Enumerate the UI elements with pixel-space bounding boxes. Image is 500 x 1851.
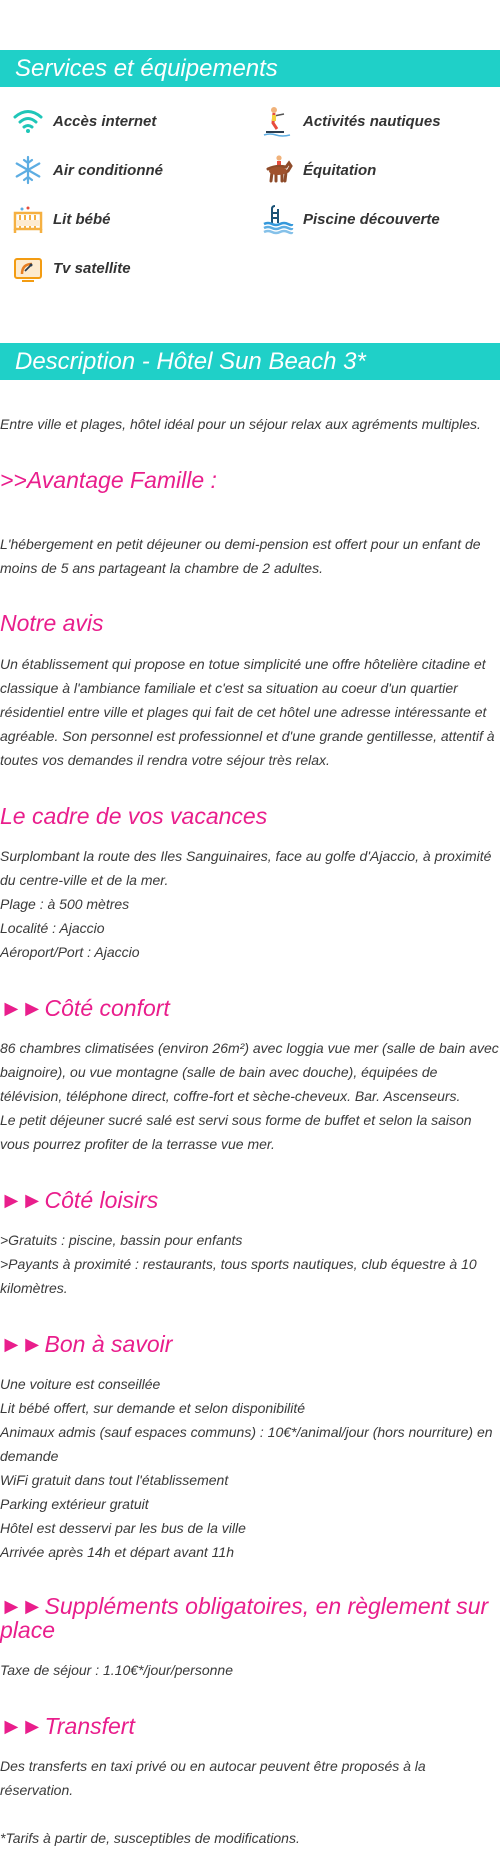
double-arrow-icon: ►► [0, 1187, 42, 1213]
description-section-title: Description - Hôtel Sun Beach 3* [0, 343, 500, 380]
snowflake-icon [10, 152, 46, 188]
savoir-line: Parking extérieur gratuit [0, 1496, 149, 1512]
service-item-nautical [250, 103, 441, 139]
savoir-line: Lit bébé offert, sur demande et selon disponibilité [0, 1400, 306, 1416]
bon-a-savoir-heading [0, 1332, 500, 1356]
satellite-tv-icon [10, 250, 46, 286]
cote-confort-text [0, 1036, 500, 1156]
cadre-vacances-heading: Le cadre de vos vacances [0, 803, 268, 829]
avantage-famille-text: L'hébergement en petit déjeuner ou demi-pension est offert pour un enfant de moins de 5 ans partageant la chambre de 2 adultes. [0, 536, 481, 576]
savoir-line: Hôtel est desservi par les bus de la ville [0, 1520, 246, 1536]
double-arrow-icon: ►► [0, 1593, 42, 1619]
service-label: Équitation [303, 161, 377, 179]
cote-confort-heading [0, 996, 500, 1020]
confort-line: 86 chambres climatisées (environ 26m²) avec loggia vue mer (salle de bain avec baignoire), ou vue montagne (salle de bain avec douche), équipées de télévision, téléphone direct, coffre-fort et sèche-cheveux. Bar. Ascenseurs. [0, 1040, 499, 1104]
loisirs-line: >Gratuits : piscine, bassin pour enfants [0, 1232, 243, 1248]
savoir-line: Animaux admis (sauf espaces communs) : 10€*/animal/jour (hors nourriture) en demande [0, 1424, 493, 1464]
crib-icon [10, 201, 46, 237]
service-label: Accès internet [53, 112, 157, 130]
transfert-label: Transfert [44, 1713, 135, 1739]
supplements-heading [0, 1594, 500, 1642]
tarifs-footnote: *Tarifs à partir de, susceptibles de modifications. [0, 1830, 300, 1846]
service-item-aircon [0, 152, 163, 188]
bon-a-savoir-text [0, 1372, 500, 1564]
bon-a-savoir-label: Bon à savoir [44, 1331, 173, 1357]
service-item-pool [250, 201, 440, 237]
description-intro: Entre ville et plages, hôtel idéal pour un séjour relax aux agréments multiples. [0, 416, 481, 432]
cote-confort-label: Côté confort [44, 995, 170, 1021]
transfert-heading [0, 1714, 500, 1738]
supplements-label: Suppléments obligatoires, en règlement sur place [0, 1593, 489, 1643]
service-label: Piscine découverte [303, 210, 440, 228]
savoir-line: Une voiture est conseillée [0, 1376, 161, 1392]
cote-loisirs-text [0, 1228, 500, 1300]
cadre-line: Aéroport/Port : Ajaccio [0, 944, 140, 960]
double-arrow-icon: ►► [0, 1331, 42, 1357]
service-label: Activités nautiques [303, 112, 441, 130]
cote-loisirs-label: Côté loisirs [44, 1187, 159, 1213]
water-ski-icon [260, 103, 296, 139]
supplements-text: Taxe de séjour : 1.10€*/jour/personne [0, 1662, 233, 1678]
cadre-vacances-text [0, 844, 500, 964]
double-arrow-icon: ►► [0, 1713, 42, 1739]
notre-avis-text: Un établissement qui propose en totue simplicité une offre hôtelière citadine et classique à l'ambiance familiale et c'est sa situation au coeur d'un quartier résidentiel entre ville et plages qui fait de cet hôtel une adresse intéressante et agréable. Son personnel est professionnel et d'une grande gentillesse, attentif à toutes vos demandes il rendra votre séjour très relax. [0, 656, 495, 768]
confort-line: Le petit déjeuner sucré salé est servi sous forme de buffet et selon la saison vous pourrez profiter de la terrasse vue mer. [0, 1112, 472, 1152]
service-item-internet [0, 103, 156, 139]
cadre-line: Surplombant la route des Iles Sanguinaires, face au golfe d'Ajaccio, à proximité du centre-ville et de la mer. [0, 848, 492, 888]
loisirs-line: >Payants à proximité : restaurants, tous sports nautiques, club équestre à 10 kilomètres. [0, 1256, 477, 1296]
service-label: Tv satellite [53, 259, 131, 277]
pool-icon [260, 201, 296, 237]
savoir-line: Arrivée après 14h et départ avant 11h [0, 1544, 235, 1560]
service-label: Lit bébé [53, 210, 111, 228]
cadre-line: Localité : Ajaccio [0, 920, 105, 936]
double-arrow-icon: ►► [0, 995, 42, 1021]
service-item-satellite-tv [0, 250, 131, 286]
services-section-title: Services et équipements [0, 50, 500, 87]
transfert-text: Des transferts en taxi privé ou en autocar peuvent être proposés à la réservation. [0, 1758, 426, 1798]
notre-avis-heading: Notre avis [0, 610, 104, 636]
service-item-horse-riding [250, 152, 376, 188]
service-item-crib [0, 201, 111, 237]
wifi-icon [10, 103, 46, 139]
cadre-line: Plage : à 500 mètres [0, 896, 130, 912]
savoir-line: WiFi gratuit dans tout l'établissement [0, 1472, 229, 1488]
cote-loisirs-heading [0, 1188, 500, 1212]
horse-rider-icon [260, 152, 296, 188]
avantage-famille-heading: >>Avantage Famille : [0, 467, 217, 493]
service-label: Air conditionné [53, 161, 163, 179]
